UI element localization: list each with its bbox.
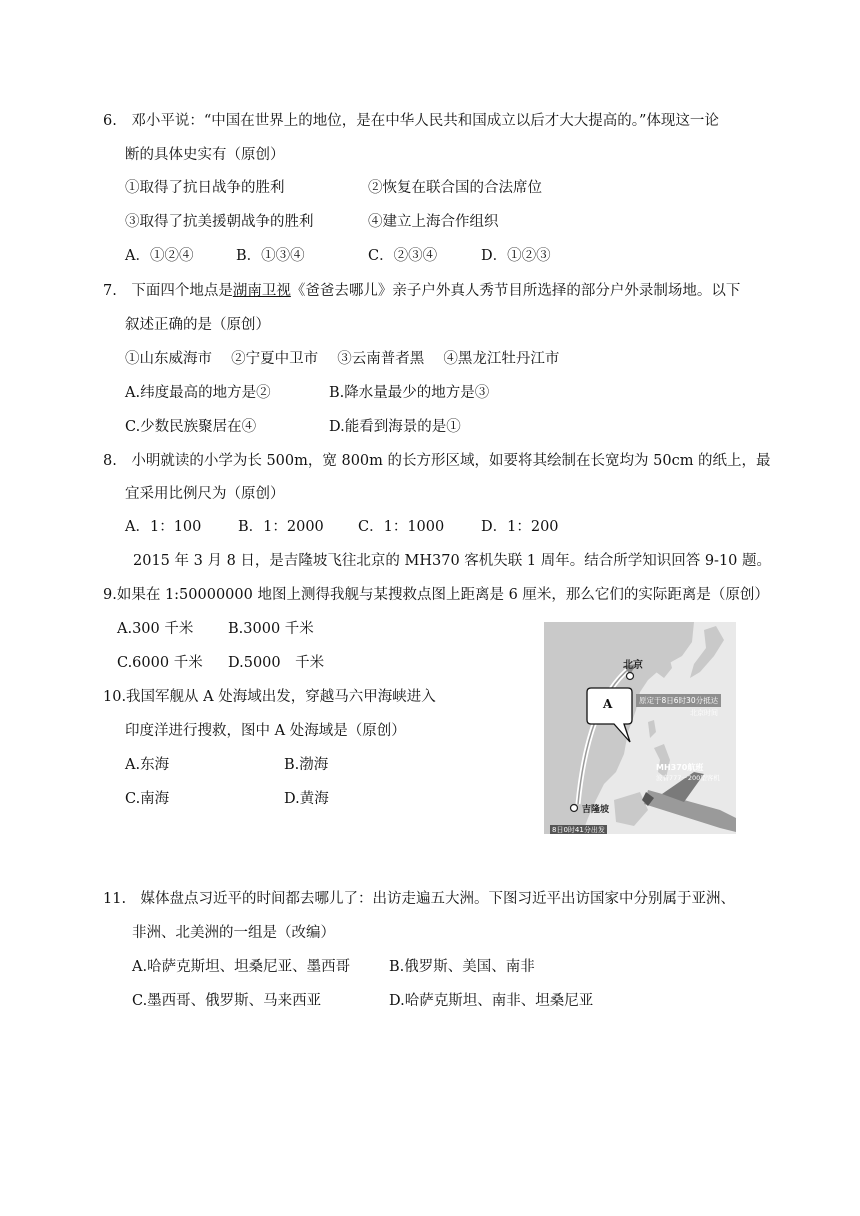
q7-number: 7. 下面四个地点是 (103, 283, 233, 299)
mh370-map-graphic (544, 622, 736, 834)
q6-option-c: C．②③④ (368, 248, 438, 264)
q6-statement-3: ③取得了抗美援朝战争的胜利 (125, 214, 314, 230)
q9-stem: 9.如果在 1:50000000 地图上测得我舰与某搜救点图上距离是 6 厘米，那么它们的实际距离是（原创） (103, 587, 769, 603)
map-aircraft-label: 波音777－200型客机 (656, 774, 720, 782)
q6-statement-4: ④建立上海合作组织 (368, 214, 499, 230)
q11-option-b: B.俄罗斯、美国、南非 (389, 959, 535, 975)
map-label-kuala-lumpur: 吉隆坡 (582, 805, 610, 815)
q7-stem-line2: 叙述正确的是（原创） (125, 317, 270, 333)
q11-stem-line1: 11. 媒体盘点习近平的时间都去哪儿了：出访走遍五大洲。下图习近平出访国家中分别属于亚洲、 (103, 891, 736, 907)
q6-stem-line2: 断的具体史实有（原创） (125, 147, 285, 163)
q10-stem-line2: 印度洋进行搜救，图中 A 处海域是（原创） (125, 723, 406, 739)
q9-option-a: A.300 千米 (117, 621, 194, 637)
q8-option-b: B．1：2000 (238, 519, 324, 535)
q9-option-b: B.3000 千米 (228, 621, 314, 637)
q7-stem-line1 (103, 281, 740, 301)
q7-option-c: C.少数民族聚居在④ (125, 419, 257, 435)
q11-option-d: D.哈萨克斯坦、南非、坦桑尼亚 (389, 993, 594, 1009)
q8-stem-line2: 宜采用比例尺为（原创） (125, 486, 285, 502)
q9-option-c: C.6000 千米 (117, 655, 203, 671)
map-callout-label: A (603, 697, 613, 711)
q7-option-d: D.能看到海景的是① (329, 419, 461, 435)
q6-option-d: D．①②③ (481, 248, 551, 264)
q11-option-c: C.墨西哥、俄罗斯、马来西亚 (132, 993, 322, 1009)
q10-stem-line1: 10.我国军舰从 A 处海域出发，穿越马六甲海峡进入 (103, 689, 436, 705)
q7-stem-rest: 《爸爸去哪儿》亲子户外真人秀节目所选择的部分户外录制场地。以下 (290, 283, 741, 299)
q7-places: ①山东威海市 ②宁夏中卫市 ③云南普者黑 ④黑龙江牡丹江市 (125, 351, 560, 367)
mh370-map-figure (544, 622, 736, 834)
q10-option-d: D.黄海 (284, 791, 329, 807)
q8-stem-line1: 8. 小明就读的小学为长 500m，宽 800m 的长方形区域，如要将其绘制在长宽均为 50cm 的纸上，最 (103, 453, 771, 469)
map-label-beijing: 北京 (623, 660, 643, 671)
q10-option-b: B.渤海 (284, 757, 329, 773)
q11-stem-line2: 非洲、北美洲的一组是（改编） (132, 925, 335, 941)
q7-option-b: B.降水量最少的地方是③ (329, 385, 490, 401)
beijing-marker (627, 673, 634, 680)
q8-option-a: A．1：100 (125, 519, 202, 535)
q11-option-a: A.哈萨克斯坦、坦桑尼亚、墨西哥 (132, 959, 351, 975)
q6-statement-2: ②恢复在联合国的合法席位 (368, 180, 542, 196)
q9-option-d: D.5000 千米 (228, 655, 325, 671)
map-flight-label: MH370航班 (656, 763, 704, 772)
q10-option-c: C.南海 (125, 791, 170, 807)
q8-option-d: D．1：200 (481, 519, 559, 535)
kuala-lumpur-marker (571, 805, 578, 812)
q6-statement-1: ①取得了抗日战争的胜利 (125, 180, 285, 196)
q6-stem-line1: 6. 邓小平说：“中国在世界上的地位，是在中华人民共和国成立以后才大大提高的。”体现这一论 (103, 113, 719, 129)
map-time-note: 北京时间 (690, 709, 718, 717)
q6-option-a: A．①②④ (125, 248, 194, 264)
q6-option-b: B．①③④ (236, 248, 305, 264)
q10-option-a: A.东海 (125, 757, 170, 773)
map-departure-note: 8日0时41分出发 (552, 826, 605, 834)
map-arrival-note: 原定于8日6时30分抵达 (636, 694, 721, 707)
q9-10-intro: 2015 年 3 月 8 日，是吉隆坡飞往北京的 MH370 客机失联 1 周年。结合所学知识回答 9-10 题。 (133, 553, 772, 569)
q7-underlined-term: 湖南卫视 (232, 283, 291, 299)
q7-option-a: A.纬度最高的地方是② (125, 385, 271, 401)
q8-option-c: C．1：1000 (358, 519, 445, 535)
